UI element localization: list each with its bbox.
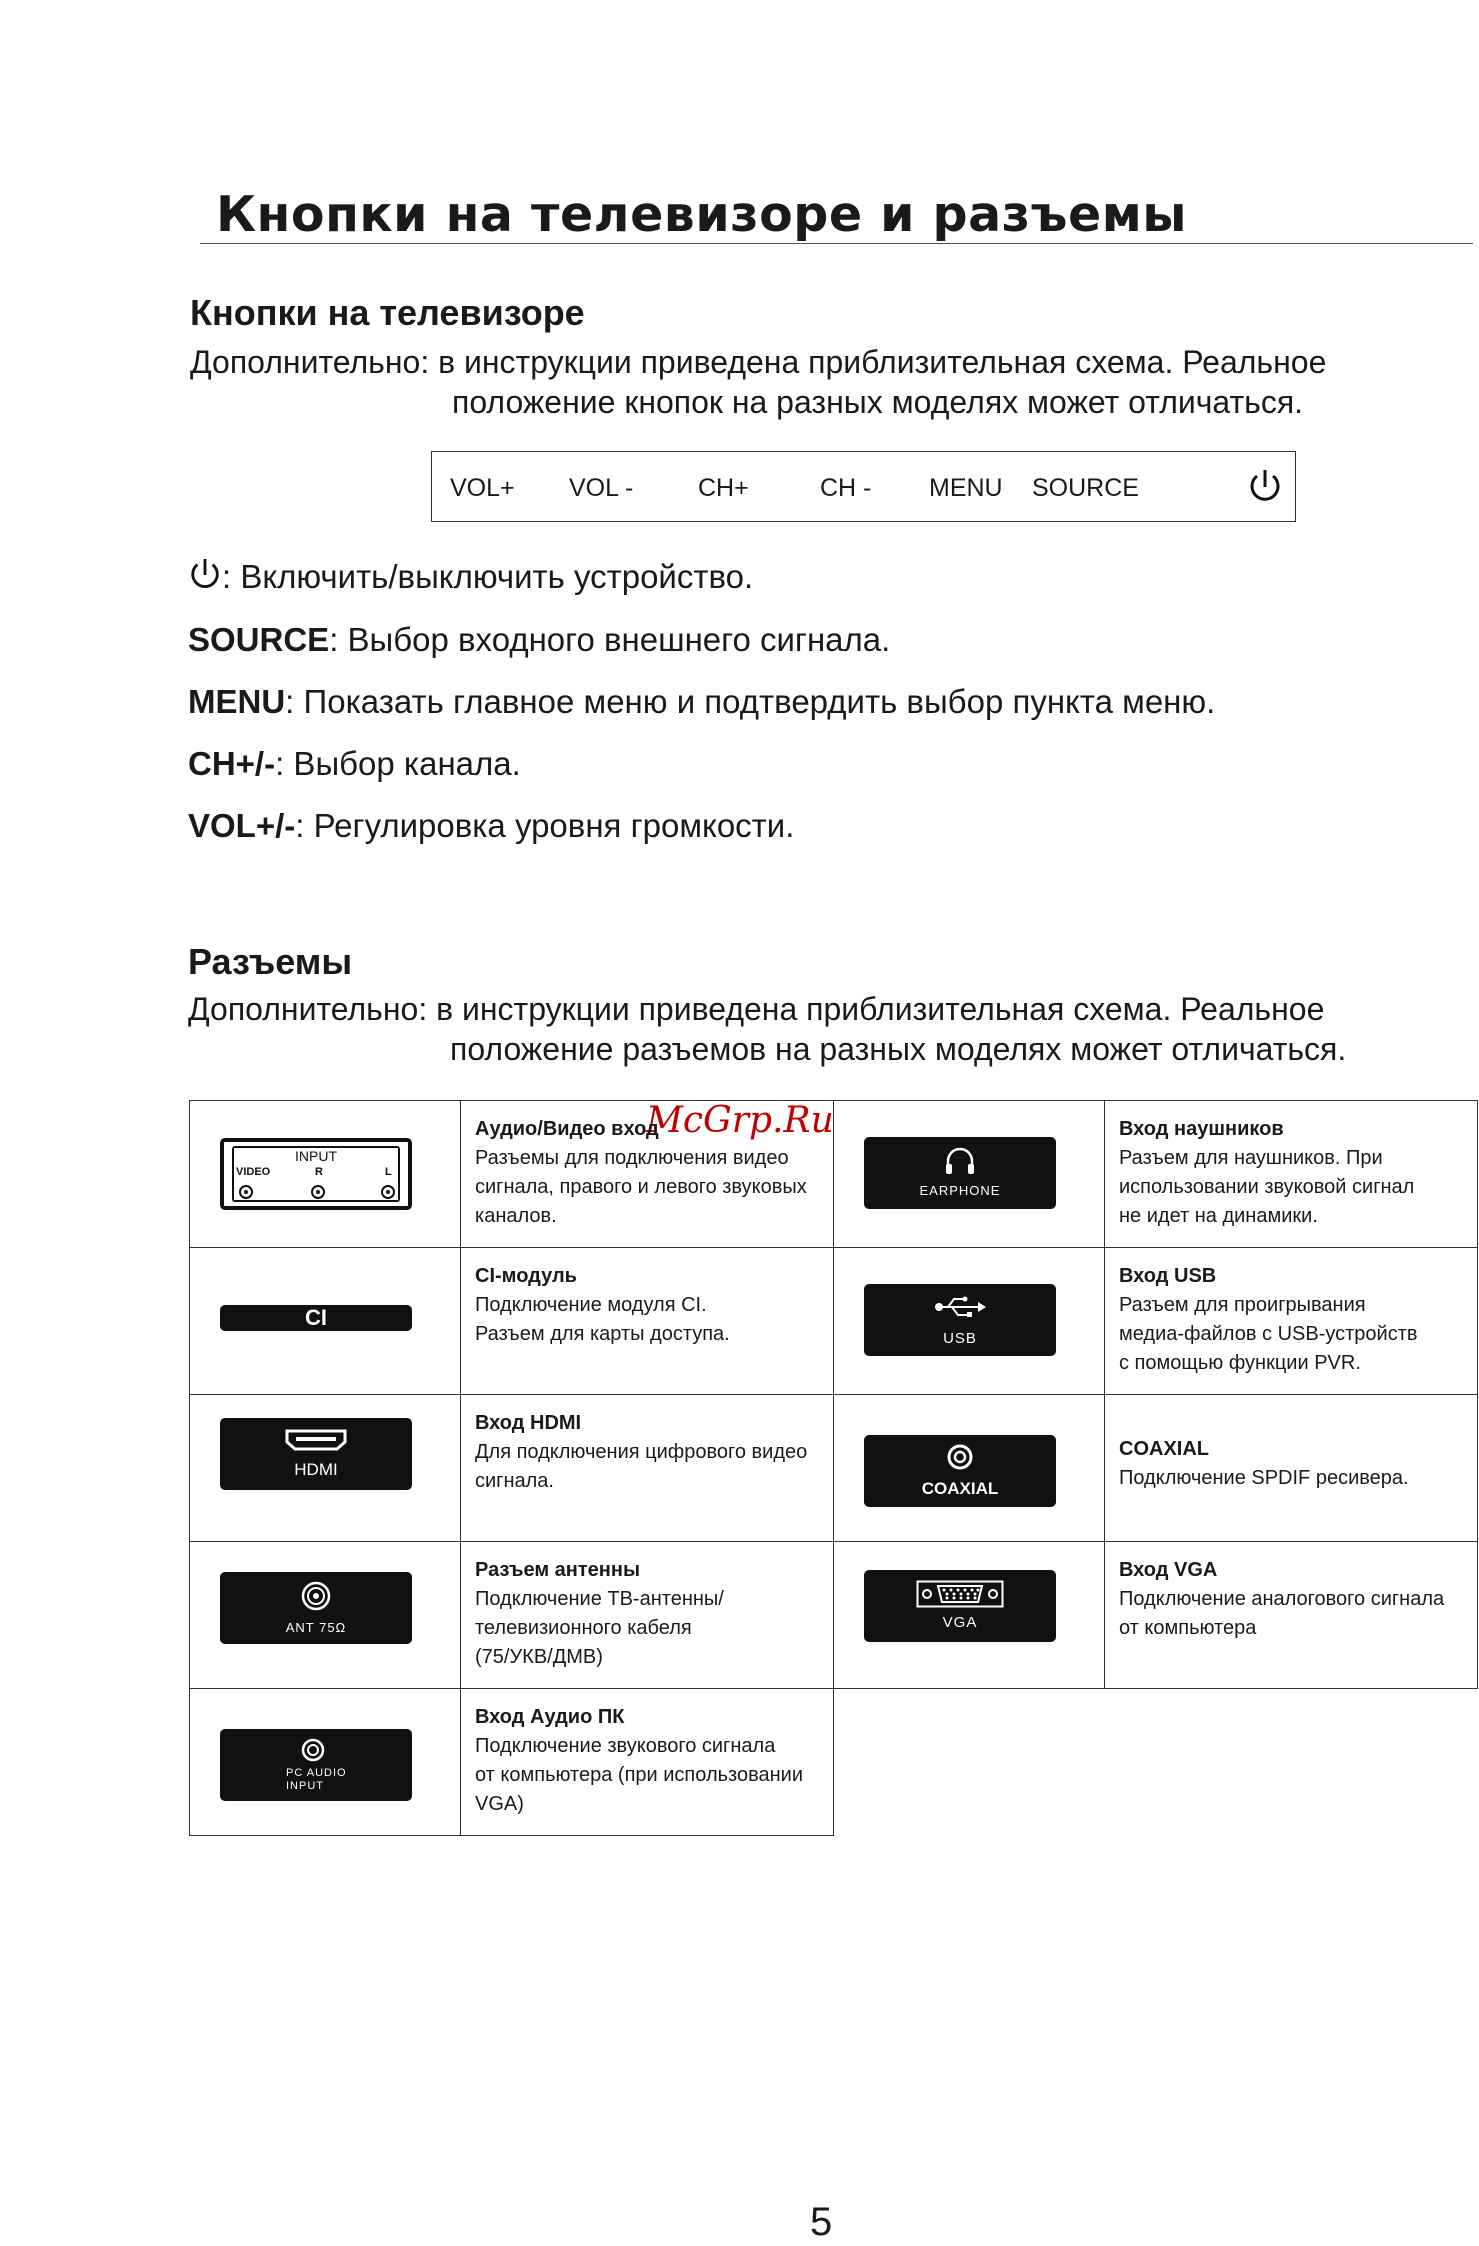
table-row — [190, 1101, 1478, 1248]
usb-line-1: Разъем для проигрывания — [1119, 1294, 1366, 1316]
pcaudio-line-1: Подключение звукового сигнала — [475, 1735, 776, 1757]
coaxial-plate — [864, 1435, 1056, 1507]
antenna-title: Разъем антенны — [475, 1559, 641, 1581]
desc-ch — [188, 745, 521, 783]
pcaudio-line-2: от компьютера (при использовании — [475, 1764, 804, 1786]
desc-vol — [188, 807, 794, 845]
table-row — [190, 1689, 1478, 1836]
power-icon — [188, 556, 222, 594]
rca-jacks-icon — [238, 1184, 398, 1200]
table-row — [190, 1395, 1478, 1542]
coaxial-line-1: Подключение SPDIF ресивера. — [1119, 1467, 1409, 1489]
usb-line-2: медиа-файлов с USB-устройств — [1119, 1323, 1418, 1345]
text-cell-pcaudio — [461, 1689, 834, 1836]
pcaudio-line-3: VGA) — [475, 1793, 524, 1815]
vga-label: VGA — [942, 1614, 978, 1631]
usb-line-3: с помощью функции PVR. — [1119, 1352, 1361, 1374]
text-cell-antenna — [461, 1542, 834, 1689]
desc-source — [188, 621, 890, 659]
hdmi-label: HDMI — [294, 1460, 338, 1479]
desc-menu — [188, 683, 1215, 721]
panel-label-vol-plus: VOL+ — [450, 474, 515, 502]
pcaudio-label-1: PC AUDIO — [286, 1767, 347, 1779]
desc-source-key: SOURCE — [188, 621, 330, 658]
ci-plate: CI — [220, 1305, 412, 1331]
antenna-line-3: (75/УКВ/ДМВ) — [475, 1646, 603, 1668]
vga-plate — [864, 1570, 1056, 1642]
earphone-line-2: использовании звуковой сигнал — [1119, 1176, 1415, 1198]
hdmi-title: Вход HDMI — [475, 1412, 582, 1434]
av-label-r: R — [315, 1166, 323, 1178]
earphone-label: EARPHONE — [919, 1183, 1001, 1198]
desc-ch-text: : Выбор канала. — [275, 745, 521, 782]
panel-label-menu: MENU — [929, 474, 1003, 502]
antenna-label: ANT 75Ω — [285, 1620, 347, 1635]
earphone-plate — [864, 1137, 1056, 1209]
coax-jack-icon — [946, 1443, 974, 1471]
text-cell-coaxial — [1105, 1395, 1478, 1542]
desc-source-text: : Выбор входного внешнего сигнала. — [329, 621, 891, 658]
panel-label-ch-plus: CH+ — [698, 474, 749, 502]
plate-cell-ci — [190, 1248, 461, 1395]
antenna-line-2: телевизионного кабеля — [475, 1617, 692, 1639]
text-cell-av — [461, 1101, 834, 1248]
antenna-line-1: Подключение ТВ-антенны/ — [475, 1588, 724, 1610]
hdmi-plate — [220, 1418, 412, 1490]
connectors-note-line1: Дополнительно: в инструкции приведена приблизительная схема. Реальное — [188, 991, 1325, 1027]
plate-cell-pcaudio — [190, 1689, 461, 1836]
usb-icon — [934, 1296, 986, 1318]
audio-jack-icon — [300, 1737, 326, 1763]
av-label-l: L — [385, 1166, 392, 1178]
empty-cell — [1105, 1689, 1478, 1836]
ci-line-2: Разъем для карты доступа. — [475, 1323, 730, 1345]
pcaudio-plate — [220, 1729, 412, 1801]
desc-menu-key: MENU — [188, 683, 286, 720]
text-cell-usb — [1105, 1248, 1478, 1395]
page-title: Кнопки на телевизоре и разъемы — [216, 186, 1188, 243]
antenna-jack-icon — [300, 1580, 332, 1612]
pcaudio-title: Вход Аудио ПК — [475, 1706, 625, 1728]
pcaudio-label-2: INPUT — [286, 1780, 324, 1792]
av-input-plate — [220, 1138, 412, 1210]
connectors-note-line2: положение разъемов на разных моделях может отличаться. — [450, 1031, 1347, 1067]
connectors-note — [188, 989, 1346, 1069]
ci-line-1: Подключение модуля CI. — [475, 1294, 707, 1316]
panel-label-ch-minus: CH - — [820, 474, 872, 502]
plate-cell-av — [190, 1101, 461, 1248]
desc-vol-text: : Регулировка уровня громкости. — [295, 807, 795, 844]
buttons-heading: Кнопки на телевизоре — [190, 292, 585, 333]
plate-cell-usb — [834, 1248, 1105, 1395]
earphone-line-1: Разъем для наушников. При — [1119, 1147, 1383, 1169]
table-row — [190, 1542, 1478, 1689]
desc-power — [188, 556, 753, 596]
headphones-icon — [944, 1147, 976, 1175]
coaxial-label: COAXIAL — [921, 1479, 999, 1498]
buttons-note-line2: положение кнопок на разных моделях может отличаться. — [452, 384, 1304, 420]
av-line-2: сигнала, правого и левого звуковых — [475, 1176, 807, 1198]
plate-cell-antenna — [190, 1542, 461, 1689]
antenna-plate — [220, 1572, 412, 1644]
plate-cell-earphone — [834, 1101, 1105, 1248]
page-number: 5 — [810, 2200, 833, 2244]
plate-cell-coaxial — [834, 1395, 1105, 1542]
ci-title: CI-модуль — [475, 1265, 577, 1287]
plate-cell-hdmi — [190, 1395, 461, 1542]
button-panel-diagram — [431, 451, 1296, 522]
av-title: Аудио/Видео вход — [475, 1118, 659, 1140]
hdmi-port-icon — [284, 1428, 348, 1452]
hdmi-line-1: Для подключения цифрового видео — [475, 1441, 808, 1463]
power-icon — [1247, 467, 1283, 507]
hdmi-line-2: сигнала. — [475, 1470, 554, 1492]
panel-label-vol-minus: VOL - — [569, 474, 634, 502]
desc-ch-key: CH+/- — [188, 745, 276, 782]
av-line-1: Разъемы для подключения видео — [475, 1147, 789, 1169]
title-divider — [200, 243, 1473, 244]
usb-title: Вход USB — [1119, 1265, 1217, 1287]
connectors-table — [189, 1100, 1478, 1836]
watermark: McGrp.Ru — [646, 1100, 834, 1141]
text-cell-ci — [461, 1248, 834, 1395]
panel-label-source: SOURCE — [1032, 474, 1139, 502]
desc-menu-text: : Показать главное меню и подтвердить выбор пункта меню. — [285, 683, 1216, 720]
earphone-title: Вход наушников — [1119, 1118, 1284, 1140]
vga-line-1: Подключение аналогового сигнала — [1119, 1588, 1445, 1610]
connectors-heading: Разъемы — [188, 941, 353, 982]
text-cell-hdmi — [461, 1395, 834, 1542]
desc-vol-key: VOL+/- — [188, 807, 296, 844]
desc-power-text: : Включить/выключить устройство. — [222, 558, 754, 595]
table-row — [190, 1248, 1478, 1395]
vga-title: Вход VGA — [1119, 1559, 1218, 1581]
text-cell-earphone — [1105, 1101, 1478, 1248]
usb-plate — [864, 1284, 1056, 1356]
vga-line-2: от компьютера — [1119, 1617, 1257, 1639]
text-cell-vga — [1105, 1542, 1478, 1689]
av-input-top-label: INPUT — [234, 1148, 398, 1164]
usb-label: USB — [943, 1330, 977, 1347]
buttons-note-line1: Дополнительно: в инструкции приведена приблизительная схема. Реальное — [190, 344, 1327, 380]
empty-cell — [834, 1689, 1105, 1836]
coaxial-title: COAXIAL — [1119, 1438, 1209, 1460]
pcaudio-label — [286, 1767, 347, 1793]
earphone-line-3: не идет на динамики. — [1119, 1205, 1318, 1227]
buttons-note — [190, 342, 1326, 422]
av-line-3: каналов. — [475, 1205, 557, 1227]
vga-port-icon — [916, 1580, 1004, 1608]
plate-cell-vga — [834, 1542, 1105, 1689]
av-label-video: VIDEO — [236, 1166, 271, 1178]
